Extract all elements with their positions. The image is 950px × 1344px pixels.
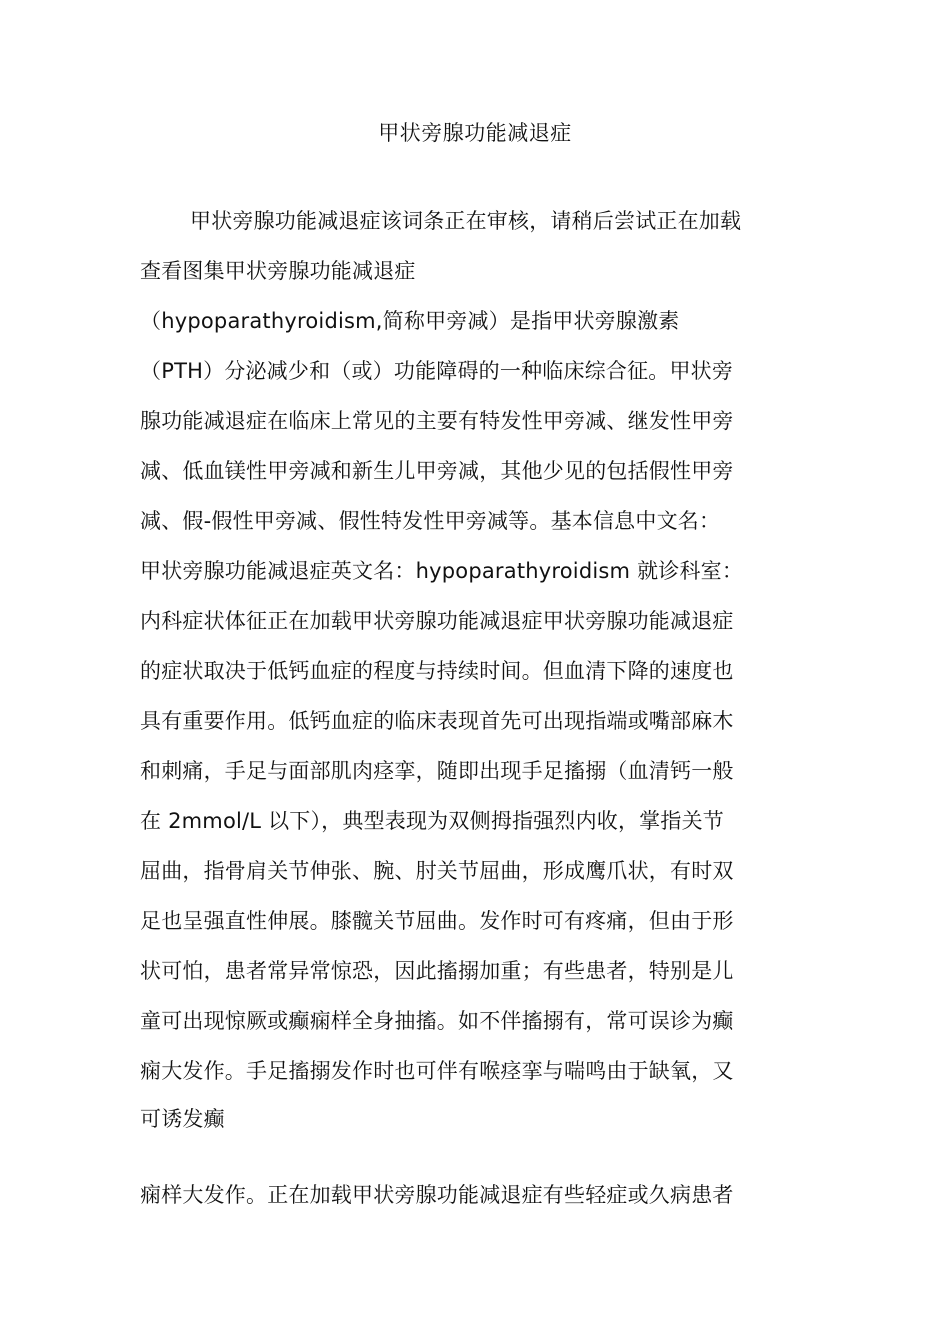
body-line-14: 屈曲，指骨肩关节伸张、腕、肘关节屈曲，形成鹰爪状，有时双 (140, 859, 734, 883)
body-line-10: 的症状取决于低钙血症的程度与持续时间。但血清下降的速度也 (140, 659, 734, 683)
body-line-12: 和刺痛，手足与面部肌肉痉挛，随即出现手足搐搦（血清钙一般 (140, 759, 734, 783)
body-line-2: 查看图集甲状旁腺功能减退症 (140, 259, 416, 283)
body-line-8: 甲状旁腺功能减退症英文名：hypoparathyroidism 就诊科室： (140, 559, 744, 583)
body-line-3: （hypoparathyroidism,简称甲旁减）是指甲状旁腺激素 (140, 309, 680, 333)
body-line-17: 童可出现惊厥或癫痫样全身抽搐。如不伴搐搦有，常可误诊为癫 (140, 1009, 734, 1033)
document-title: 甲状旁腺功能减退症 (378, 121, 572, 145)
body-line-20: 痫样大发作。正在加载甲状旁腺功能减退症有些轻症或久病患者 (140, 1183, 734, 1207)
body-line-11: 具有重要作用。低钙血症的临床表现首先可出现指端或嘴部麻木 (140, 709, 734, 733)
body-line-1: 甲状旁腺功能减退症该词条正在审核，请稍后尝试正在加载 (190, 209, 742, 233)
body-line-6: 减、低血镁性甲旁减和新生儿甲旁减，其他少见的包括假性甲旁 (140, 459, 734, 483)
body-line-4: （PTH）分泌减少和（或）功能障碍的一种临床综合征。甲状旁 (140, 359, 734, 383)
body-line-16: 状可怕，患者常异常惊恐，因此搐搦加重；有些患者，特别是儿 (140, 959, 734, 983)
body-line-7: 减、假-假性甲旁减、假性特发性甲旁减等。基本信息中文名： (140, 509, 721, 533)
body-line-15: 足也呈强直性伸展。膝髋关节屈曲。发作时可有疼痛，但由于形 (140, 909, 734, 933)
body-line-19: 可诱发癫 (140, 1107, 225, 1131)
body-line-9: 内科症状体征正在加载甲状旁腺功能减退症甲状旁腺功能减退症 (140, 609, 734, 633)
body-line-18: 痫大发作。手足搐搦发作时也可伴有喉痉挛与喘鸣由于缺氧，又 (140, 1059, 734, 1083)
body-line-13: 在 2mmol/L 以下），典型表现为双侧拇指强烈内收，掌指关节 (140, 809, 724, 833)
body-line-5: 腺功能减退症在临床上常见的主要有特发性甲旁减、继发性甲旁 (140, 409, 734, 433)
